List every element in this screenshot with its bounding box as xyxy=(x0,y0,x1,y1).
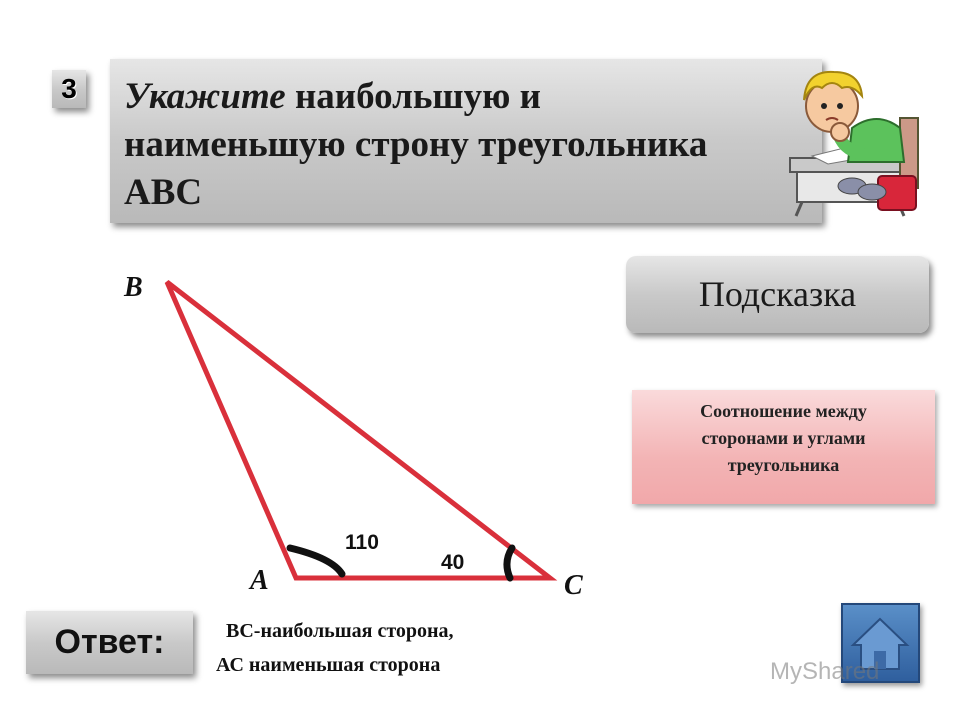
vertex-label-c: C xyxy=(564,570,583,601)
title-rest-line-1: наибольшую и xyxy=(285,76,542,117)
vertex-label-b: B xyxy=(124,272,143,303)
hint-line: сторонами и углами xyxy=(701,428,866,448)
angle-a-value: 110 xyxy=(345,531,379,554)
vertex-label-a: A xyxy=(250,565,269,596)
answer-text-line-1: ВС-наибольшая сторона, xyxy=(226,620,454,642)
slide-number-badge: 3 xyxy=(52,70,86,108)
title-line-2: наименьшую строну треугольника xyxy=(124,124,708,165)
hint-line: треугольника xyxy=(727,455,840,475)
angle-c-arc xyxy=(507,548,512,578)
answer-text-line-2: АС наименьшая сторона xyxy=(216,654,441,676)
angle-c-value: 40 xyxy=(441,551,465,574)
hint-line: Соотношение между xyxy=(700,401,867,421)
answer-button[interactable]: Ответ: xyxy=(26,611,193,674)
hint-button[interactable]: Подсказка xyxy=(626,256,929,333)
watermark-text: MyShared xyxy=(770,658,880,685)
angle-a-arc xyxy=(290,548,342,574)
title-line-3: АВС xyxy=(124,172,203,213)
title-italic-word: Укажите xyxy=(124,76,286,117)
